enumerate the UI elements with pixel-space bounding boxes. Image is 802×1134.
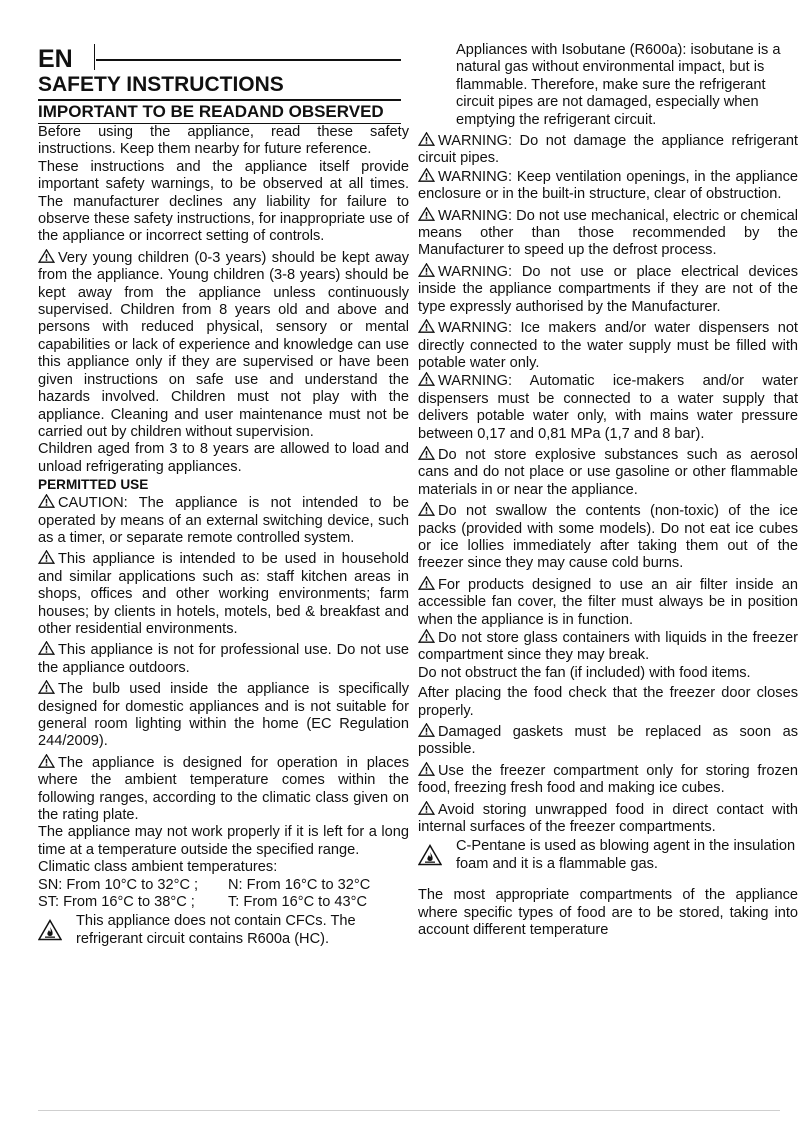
warning-gaskets-text: Damaged gaskets must be replaced as soon as possible. <box>418 724 798 758</box>
warning-defrost <box>418 207 798 260</box>
warning-pipes <box>418 132 798 168</box>
ambient-text: The appliance is designed for operation in places where the ambient temperature comes within the following ranges, according to the climatic class given on the rating plate. <box>38 754 409 824</box>
warning-gaskets <box>418 723 798 759</box>
cfc-notice <box>38 913 409 948</box>
warning-explosive-text: Do not store explosive substances such as aerosol cans and do not place or use gasoline or other flammable materials in or near the appliance. <box>418 446 798 498</box>
children-warning <box>38 249 409 441</box>
warning-glass <box>418 629 798 665</box>
intro-paragraph-2: These instructions and the appliance itself provide important safety warnings, to be observed at all times. The manufacturer declines any liability for failure to observe these safety instructions, for inappropriate use of the appliance or incorrect setting of controls. <box>38 158 409 245</box>
c-pentane-notice <box>418 838 798 873</box>
warning-icon <box>418 801 435 815</box>
warning-icon <box>38 641 55 655</box>
warning-icon <box>38 249 55 263</box>
warning-electrical <box>418 263 798 316</box>
flammable-icon <box>418 844 442 866</box>
warning-ventilation-text: WARNING: Keep ventilation openings, in the appliance enclosure or in the built-in structure, clear of obstruction. <box>418 168 798 203</box>
warning-icon <box>418 502 435 516</box>
bulb-text: The bulb used inside the appliance is specifically designed for domestic appliances and is not suitable for general room lighting within the home (EC Regulation 244/2009). <box>38 681 409 750</box>
page-title: SAFETY INSTRUCTIONS <box>38 73 284 96</box>
warning-icon <box>38 494 55 508</box>
climatic-row <box>38 877 409 894</box>
flammable-icon <box>38 919 62 941</box>
compartments-paragraph: The most appropriate compartments of the appliance where specific types of food are to be stored, taking into account different temperature <box>418 887 798 939</box>
children-warning-text: Very young children (0-3 years) should be kept away from the appliance. Young children (3-8 years) should be kept away from the appliance unless continuously supervised. Children from 8 years old and above and persons with reduced physical, sensory or mental capabilities or lack of experience and knowledge can use this appliance only if they are supervised or have been given instructions on safe use and understand the hazards involved. Children must not play with the appliance. Cleaning and user maintenance must not be carried out by children without supervision. <box>38 249 409 440</box>
warning-air-filter <box>418 576 798 629</box>
warning-glass-text: Do not store glass containers with liquids in the freezer compartment since they may break. <box>418 630 798 664</box>
warning-pipes-text: WARNING: Do not damage the appliance refrigerant circuit pipes. <box>418 133 798 167</box>
ambient-note: The appliance may not work properly if it is left for a long time at a temperature outside the specified range. <box>38 824 409 858</box>
intro-paragraph: Before using the appliance, read these safety instructions. Keep them nearby for future reference. <box>38 124 409 158</box>
warning-icon <box>418 319 435 333</box>
warning-water-supply <box>418 372 798 443</box>
climatic-row <box>38 894 409 911</box>
warning-icon <box>38 754 55 768</box>
children-loading: Children aged from 3 to 8 years are allowed to load and unload refrigerating appliances. <box>38 441 409 475</box>
caution-text: CAUTION: The appliance is not intended to be operated by means of an external switching device, such as a timer, or separate remote controlled system. <box>38 495 409 546</box>
caution-warning <box>38 494 409 547</box>
household-warning <box>38 550 409 638</box>
warning-icon <box>418 762 435 776</box>
warning-unwrapped-food <box>418 801 798 837</box>
warning-icon <box>418 263 435 277</box>
fan-notice: Do not obstruct the fan (if included) with food items. <box>418 664 751 681</box>
door-notice: After placing the food check that the freezer door closes properly. <box>418 685 798 719</box>
warning-unwrapped-food-text: Avoid storing unwrapped food in direct contact with internal surfaces of the freezer compartments. <box>418 801 798 836</box>
bulb-warning <box>38 680 409 751</box>
warning-ice-packs <box>418 502 798 573</box>
warning-icon <box>418 576 435 590</box>
cfc-text: This appliance does not contain CFCs. The refrigerant circuit contains R600a (HC). <box>76 913 356 947</box>
isobutane-text: Appliances with Isobutane (R600a): isobutane is a natural gas without environmental impact, but is flammable. Therefore, make sure the refrigerant circuit pipes are not damaged, especially when emptying the refrigerant circuit. <box>456 42 781 128</box>
warning-icon <box>38 550 55 564</box>
warning-ice-packs-text: Do not swallow the contents (non-toxic) of the ice packs (provided with some models). Do not eat ice cubes or ice lollies immediately after taking them out of the freezer since they may cause cold burns. <box>418 503 798 572</box>
warning-ventilation <box>418 168 798 204</box>
permitted-use-heading: PERMITTED USE <box>38 477 149 493</box>
warning-air-filter-text: For products designed to use an air filter inside an accessible fan cover, the filter must always be in position when the appliance is in function. <box>418 576 798 628</box>
warning-defrost-text: WARNING: Do not use mechanical, electric or chemical means other than those recommended by the Manufacturer to speed up the defrost process. <box>418 207 798 259</box>
climatic-class-t: T: From 16°C to 43°C <box>228 894 368 911</box>
language-code: EN <box>38 45 73 73</box>
household-text: This appliance is intended to be used in household and similar applications such as: staff kitchen areas in shops, offices and other working environments; farm houses; by clients in hotels, motels, bed & breakfast and other residential environments. <box>38 551 409 637</box>
climatic-class-n: N: From 16°C to 32°C <box>228 876 371 893</box>
professional-warning <box>38 641 409 677</box>
right-column <box>418 42 798 940</box>
warning-icon <box>418 132 435 146</box>
warning-icon <box>38 680 55 694</box>
warning-icon <box>418 629 435 643</box>
warning-ice-makers-text: WARNING: Ice makers and/or water dispensers not directly connected to the water supply must be filled with potable water only. <box>418 320 798 371</box>
c-pentane-text: C-Pentane is used as blowing agent in the insulation foam and it is a flammable gas. <box>456 838 796 872</box>
warning-water-supply-text: WARNING: Automatic ice-makers and/or water dispensers must be connected to a water supply that delivers potable water only, with mains water pressure between 0,17 and 0,81 MPa (1,7 and 8 bar). <box>418 373 798 442</box>
page-subtitle: IMPORTANT TO BE READAND OBSERVED <box>38 102 384 121</box>
footer-rule <box>38 1110 780 1111</box>
header-divider <box>94 44 95 70</box>
warning-explosive <box>418 446 798 499</box>
warning-icon <box>418 168 435 182</box>
isobutane-notice <box>418 42 798 129</box>
warning-icon <box>418 446 435 460</box>
warning-icon <box>418 207 435 221</box>
warning-electrical-text: WARNING: Do not use or place electrical devices inside the appliance compartments if they are not of the type expressly authorised by the Manufacturer. <box>418 263 798 315</box>
professional-text: This appliance is not for professional use. Do not use the appliance outdoors. <box>38 642 409 676</box>
warning-icon <box>418 723 435 737</box>
climatic-class-sn: SN: From 10°C to 32°C ; <box>38 876 199 893</box>
warning-freezer-use <box>418 762 798 798</box>
header-rule <box>96 59 401 61</box>
climatic-heading: Climatic class ambient temperatures: <box>38 859 278 876</box>
climatic-class-st: ST: From 16°C to 38°C ; <box>38 894 195 911</box>
left-column <box>38 124 409 948</box>
warning-icon <box>418 372 435 386</box>
warning-freezer-use-text: Use the freezer compartment only for storing frozen food, freezing fresh food and making ice cubes. <box>418 762 798 797</box>
ambient-warning <box>38 754 409 825</box>
warning-ice-makers <box>418 319 798 372</box>
